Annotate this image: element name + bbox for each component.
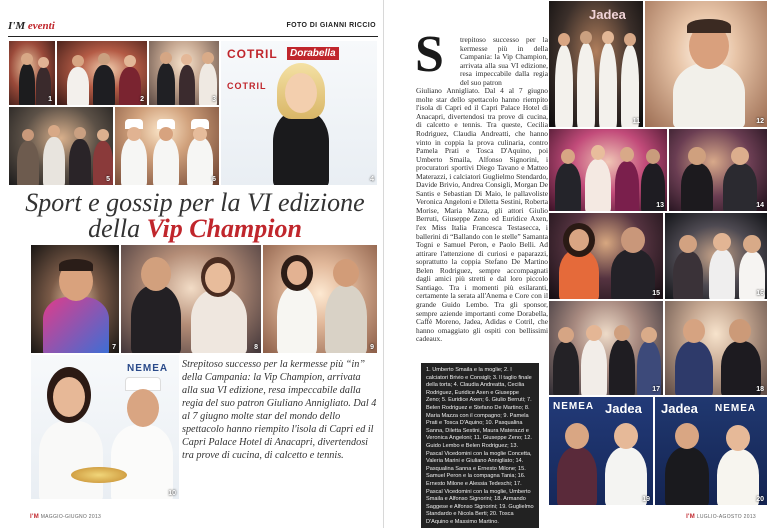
headline-line-2-prefix: della: [88, 214, 147, 243]
section-tag: [8, 20, 55, 32]
photo-14: [668, 128, 768, 212]
photo-number: 18: [756, 386, 764, 393]
folio-mark: I'M: [686, 514, 696, 520]
photo-number: 6: [212, 176, 216, 183]
photo-number: 12: [756, 118, 764, 125]
photo-17: [548, 300, 664, 396]
photo-number: 3: [212, 96, 216, 103]
photo-number: 17: [652, 386, 660, 393]
photo-number: 9: [370, 344, 374, 351]
photo-12: [644, 0, 768, 128]
headline: [20, 190, 370, 242]
photo-number: 14: [756, 202, 764, 209]
photo-13: [548, 128, 668, 212]
cotril-logo: COTRIL: [227, 47, 278, 61]
photo-18: [664, 300, 768, 396]
photo-number: 19: [642, 496, 650, 503]
photo-number: 15: [652, 290, 660, 297]
folio-text: LUGLIO-AGOSTO 2013: [696, 514, 756, 520]
folio-text: MAGGIO-GIUGNO 2013: [40, 514, 102, 520]
dorabella-logo: Dorabella: [287, 47, 339, 60]
nemea-logo: NEMEA: [553, 401, 595, 412]
headline-line-1: Sport e gossip per la VI edizione: [25, 188, 365, 217]
article-lead: trepitoso successo per la kermesse più in della Campania: la Vip Champion, arrivata alla sua VI edizione, resa impeccabile dalla regia del suo patron: [460, 35, 548, 87]
headline-highlight: Vip Champion: [146, 214, 302, 243]
jadea-logo: Jadea: [589, 7, 626, 22]
jadea-logo: Jadea: [661, 401, 698, 416]
photo-11: [548, 0, 644, 128]
article-text: [415, 26, 548, 344]
photo-2: [56, 40, 148, 106]
photo-credit: FOTO DI GIANNI RICCIO: [286, 22, 376, 29]
photo-16: [664, 212, 768, 300]
article-body: Giuliano Annigliato. Dal 4 al 7 giugno molte star dello spettacolo hanno riempito l'isola di Capri ed il Capri Palace Hotel di Anacapri, divertendosi tra prove di cucina, di calcetto e tennis. Tra queste, Cecilia Rodriguez, Claudia Andreatti, che hanno vinto in coppia la prova culinaria, contro Pamela Prati e Tosca D'Aquino, poi Umberto Smaila, Alfonso Signorini, i procuratori sportivi Diego Tavano e Matteo Materazzi, i calciatori Guglielmo Stendardo, Davide Brivio, Andrea Consigli, Morgan De Santis e Sebastian Di Maio, le pallavoliste Veronica Angeloni e Diletta Sestini, Roberta Morise, Maria Mazza, gli attori Giulio Berruti, Giuseppe Zeno ed Euridice Axen, l'ex Miss Italia Francesca Testasecca, i ballerini di “Ballando con le stelle” Samanta Togni e Samuel Peron, e Paolo Belli. Ad attirare l'attenzione di curiosi e paparazzi, soprattutto la coppia Stefano De Martino Belen Rodriguez, sempre accompagnati dagli amici più stretti e dal loro piccolo Santiago. Tra i momenti più esilaranti, certamente la serata all'Anema e Core con il grande Guido Lembo. Tra gli sponsor, sempre aziende importanti come Dorabella, Caffè Moreno, Jadea, Adidas e Cotril, che hanno omaggiato gli ospiti con bellissimi cadeaux.: [416, 86, 548, 344]
nemea-logo: NEMEA: [127, 363, 169, 374]
folio-mark: I'M: [30, 514, 39, 520]
photo-1: [8, 40, 56, 106]
photo-5: [8, 106, 114, 186]
photo-number: 20: [756, 496, 764, 503]
photo-9: [262, 244, 378, 354]
photo-number: 1: [48, 96, 52, 103]
photo-4: [220, 40, 378, 186]
photo-captions: 1. Umberto Smaila e la moglie; 2. I calciatori Brivio e Consigli; 3. Il taglio finale della torta; 4. Claudia Andreatta, Cecilia Rodriguez, Euridice Axen e Giuseppe Zeno; 5. Euridice Axen; 6. Giulio Berruti; 7. Belen Rodriguez e Stefano De Martino; 8. Maria Mazza con il compagno; 9. Pamela Prati e Tosca D'Aquino; 10. Pasqualina Sanna, Diletta Sestini, Maura Materazzi e Veronica Angeloni; 11. Giuseppe Zeno; 12. Guido Lembo e Belen Rodriguez; 13. Pascal Vicedomini con la moglie Concetta, Valeria Marini e Giuliano Annigliato; 14. Pasqualina Sanna e Ernesto Milone; 15. Samuel Peron e la compagna Tania; 16. Ernesto Milone e Alessia Tedeschi; 17. Pascal Vicedomini con la moglie, Umberto Smaila e Alfonso Signorini; 18. Armando Saggese e Alfonso Signorini; 19. Guglielmo Standardo e Nicola Berti; 20. Tosca D'Aquino e Massimo Martino.: [421, 363, 539, 528]
drop-cap: S: [415, 26, 444, 83]
photo-number: 2: [140, 96, 144, 103]
deck-text: Strepitoso successo per la kermesse più “in” della Campania: la Vip Champion, arrivata alla sua VI edizione, resa impeccabile dalla regia del suo patron Giuliano Annigliato. Dal 4 al 7 giugno molte star del mondo dello spettacolo hanno riempito l'isola di Capri ed il Capri Palace Hotel di Anacapri, divertendosi tra prove di cucina, di calcetto e tennis.: [182, 359, 377, 461]
photo-number: 5: [106, 176, 110, 183]
jadea-logo: Jadea: [605, 401, 642, 416]
nemea-logo: NEMEA: [715, 403, 757, 414]
photo-number: 16: [756, 290, 764, 297]
photo-7: [30, 244, 120, 354]
headline-line-2: [20, 216, 370, 242]
photo-number: 7: [112, 344, 116, 351]
section-tag-prefix: I'M: [8, 20, 26, 32]
right-page: [384, 0, 768, 528]
photo-15: [548, 212, 664, 300]
photo-number: 8: [254, 344, 258, 351]
photo-number: 13: [656, 202, 664, 209]
folio-left: [30, 514, 101, 520]
cotril-logo: COTRIL: [227, 81, 267, 91]
photo-10: [30, 354, 180, 500]
photo-3: [148, 40, 220, 106]
section-tag-word: eventi: [27, 20, 55, 32]
header-rule: [8, 36, 378, 37]
photo-19: [548, 396, 654, 506]
photo-number: 11: [632, 118, 640, 125]
photo-20: [654, 396, 768, 506]
photo-8: [120, 244, 262, 354]
folio-right: [686, 514, 756, 520]
photo-number: 10: [168, 490, 176, 497]
photo-6: [114, 106, 220, 186]
photo-number: 4: [370, 176, 374, 183]
